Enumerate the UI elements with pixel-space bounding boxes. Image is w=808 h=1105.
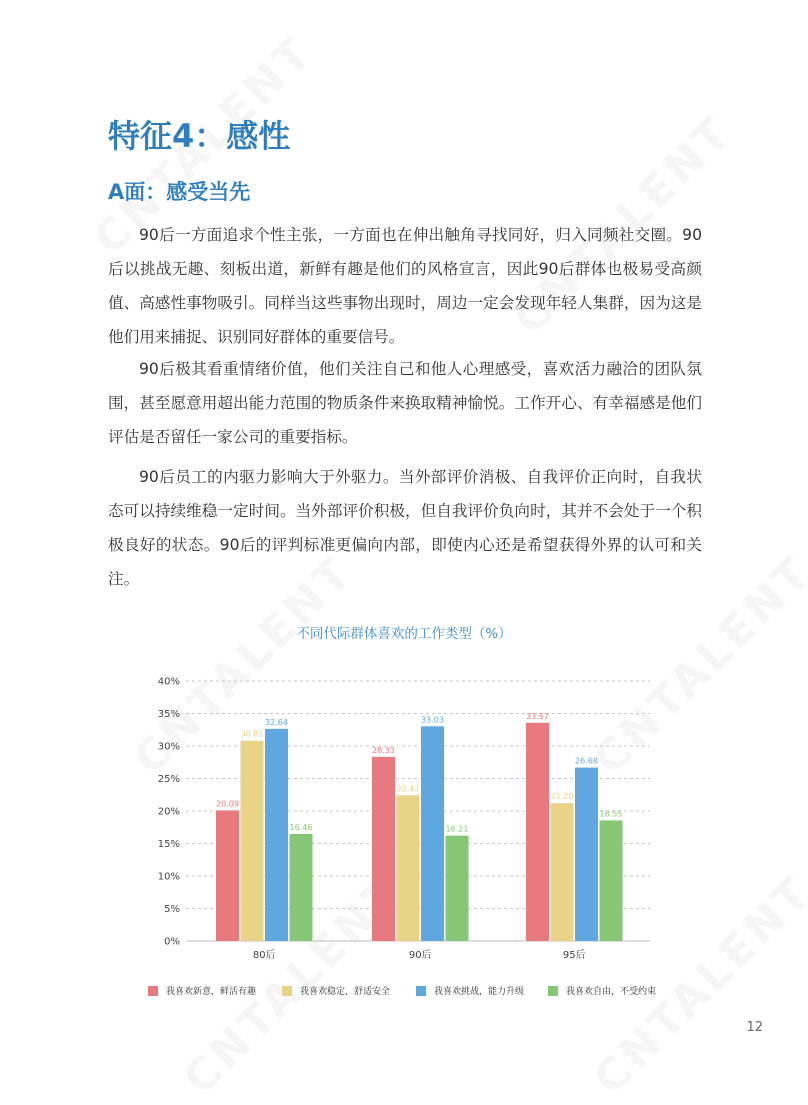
body-paragraph: 90后极其看重情绪价值，他们关注自己和他人心理感受，喜欢活力融洽的团队氛围，甚至愿意用超出能力范围的物质条件来换取精神愉悦。工作开心、有幸福感是他们评估是否留任一家公司的重要指标。	[108, 360, 702, 446]
data-label: 33.03	[421, 715, 444, 725]
bar	[600, 820, 623, 941]
page-number: 12	[746, 1020, 763, 1035]
page-title: 特征4：感性	[108, 117, 291, 155]
data-label: 32.64	[265, 717, 288, 727]
bar	[575, 768, 598, 941]
y-tick-label: 35%	[157, 709, 180, 720]
bar	[446, 836, 469, 941]
legend-label: 我喜欢新意，鲜活有趣	[166, 987, 257, 997]
x-tick-label: 80后	[252, 950, 276, 961]
data-label: 18.55	[599, 809, 623, 819]
legend-label: 我喜欢挑战，能力升级	[434, 987, 525, 997]
section-title: A面：感受当先	[108, 180, 251, 204]
legend-swatch	[148, 986, 158, 996]
data-label: 26.68	[575, 756, 598, 766]
bar	[290, 834, 313, 941]
legend-item	[148, 984, 256, 997]
x-tick-label: 95后	[562, 950, 586, 961]
bar	[265, 729, 288, 941]
y-tick-label: 25%	[157, 774, 180, 785]
y-tick-label: 0%	[164, 936, 180, 948]
data-label: 33.57	[526, 711, 549, 721]
y-tick-label: 5%	[164, 904, 180, 915]
legend-swatch	[416, 986, 426, 996]
legend-label: 我喜欢自由，不受约束	[566, 987, 657, 997]
data-label: 30.81	[240, 729, 264, 739]
legend-item	[548, 984, 656, 997]
bar	[551, 803, 574, 941]
bar	[372, 757, 395, 941]
data-label: 21.20	[550, 792, 574, 802]
chart-title: 不同代际群体喜欢的工作类型（%）	[296, 626, 512, 642]
chart-legend	[148, 984, 668, 1000]
data-label: 16.46	[289, 823, 313, 833]
y-tick-label: 20%	[157, 806, 180, 818]
bar	[216, 810, 239, 941]
bar	[241, 741, 264, 941]
legend-swatch	[282, 986, 292, 996]
bar	[421, 726, 444, 941]
data-label: 16.21	[445, 824, 469, 834]
body-paragraph: 90后一方面追求个性主张，一方面也在伸出触角寻找同好，归入同频社交圈。90后以挑战无趣、刻板出道，新鲜有趣是他们的风格宣言，因此90后群体也极易受高颜值、高感性事物吸引。同样当这些事物出现时，周边一定会发现年轻人集群，因为这是他们用来捕捉、识别同好群体的重要信号。	[108, 226, 702, 346]
legend-item	[416, 984, 524, 997]
bar	[397, 795, 420, 941]
y-tick-label: 10%	[157, 871, 180, 883]
bar	[526, 723, 549, 941]
x-tick-label: 90后	[408, 950, 432, 961]
legend-swatch	[548, 986, 558, 996]
body-paragraph: 90后员工的内驱力影响大于外驱力。当外部评价消极、自我评价正向时，自我状态可以持续维稳一定时间。当外部评价积极，但自我评价负向时，其并不会处于一个积极良好的状态。90后的评判标准更偏向内部，即使内心还是希望获得外界的认可和关注。	[108, 468, 702, 588]
bar-chart	[0, 660, 808, 970]
data-label: 22.42	[396, 784, 420, 794]
y-tick-label: 40%	[157, 676, 180, 688]
y-tick-label: 15%	[157, 839, 180, 850]
data-label: 20.09	[216, 799, 239, 809]
data-label: 28.33	[372, 745, 395, 755]
legend-label: 我喜欢稳定，舒适安全	[300, 987, 391, 997]
legend-item	[282, 984, 390, 997]
y-tick-label: 30%	[157, 741, 180, 753]
